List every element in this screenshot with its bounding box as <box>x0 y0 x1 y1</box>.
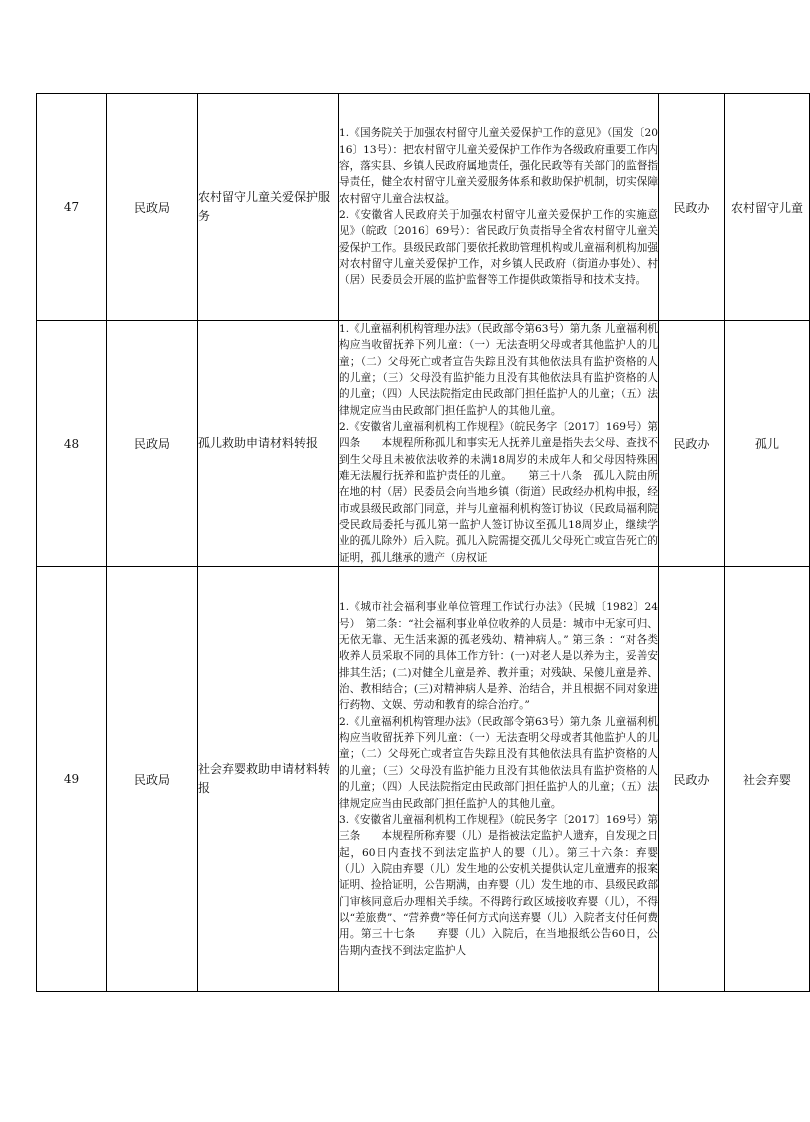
responsible-unit-cell: 民政办 <box>659 321 725 567</box>
table-row <box>37 321 810 567</box>
row-number: 48 <box>37 321 107 567</box>
row-number: 47 <box>37 94 107 321</box>
table-row <box>37 567 810 992</box>
legal-basis-cell <box>339 567 659 992</box>
service-name-cell: 孤儿救助申请材料转报 <box>198 321 339 567</box>
legal-basis-text: 1.《儿童福利机构管理办法》（民政部令第63号）第九条 儿童福利机构应当收留抚养下列儿童：（一）无法查明父母或者其他监护人的儿童；（二）父母死亡或者宣告失踪且没有其他依法具有监护资格的人的儿童；（三）父母没有监护能力且没有其他依法具有监护资格的人的儿童；（四）人民法院指定由民政部门担任监护人的儿童；（五）法律规定应当由民政部门担任监护人的其他儿童。 2.《安徽省儿童福利机构工作规程》（皖民务字〔2017〕169号）第四条 本规程所称孤儿和事实无人抚养儿童是指失去父母、查找不到生父母且未被依法收养的未满18周岁的未成年人和父母因特殊困难无法履行抚养和监护责任的儿童。 第三十八条 孤儿入院由所在地的村（居）民委员会向当地乡镇（街道）民政经办机构申报，经市或县级民政部门同意，并与儿童福利机构签订协议（民政局福利院受民政局委托与孤儿第一监护人签订协议至孤儿18周岁止，继续学业的孤儿除外）后入院。孤儿入院需提交孤儿父母死亡或宣告死亡的证明，孤儿继承的遗产（房权证 <box>339 323 658 564</box>
legal-basis-cell <box>339 321 659 567</box>
legal-basis-text: 1.《城市社会福利事业单位管理工作试行办法》（民城〔1982〕24号） 第二条：“社会福利事业单位收养的人员是：城市中无家可归、无依无靠、无生活来源的孤老残幼、精神病人。” 第三条 ：“对各类收养人员采取不同的具体工作方针：(一)对老人是以养为主，妥善安排其生活；(二)对健全儿童是养、教并重；对残缺、呆傻儿童是养、治、教相结合；(三)对精神病人是养、治结合，并且根据不同对象进行药物、文娱、劳动和教育的综合治疗。” 2.《儿童福利机构管理办法》（民政部令第63号）第九条 儿童福利机构应当收留抚养下列儿童：（一）无法查明父母或者其他监护人的儿童；（二）父母死亡或者宣告失踪且没有其他依法具有监护资格的人的儿童；（三）父母没有监护能力且没有其他依法具有监护资格的人的儿童；（四）人民法院指定由民政部门担任监护人的儿童；（五）法律规定应当由民政部门担任监护人的其他儿童。 3.《安徽省儿童福利机构工作规程》（皖民务字〔2017〕169号）第三条 本规程所称弃婴（儿）是指被法定监护人遗弃，自发现之日起，60日内查找不到法定监护人的婴（儿）。第三十六条：弃婴（儿）入院由弃婴（儿）发生地的公安机关提供认定儿童遭弃的报案证明、捡拾证明，公告期满，由弃婴（儿）发生地的市、县级民政部门审核同意后办理相关手续。不得跨行政区域接收弃婴（儿），不得以“差旅费”、“营养费”等任何方式向送弃婴（儿）入院者支付任何费用。第三十七条 弃婴（儿）入院后，在当地报纸公告60日，公告期内查找不到法定监护人 <box>339 601 658 957</box>
department-cell: 民政局 <box>107 94 198 321</box>
legal-basis-cell <box>339 94 659 321</box>
table-row <box>37 94 810 321</box>
department-cell: 民政局 <box>107 567 198 992</box>
service-object-cell: 孤儿 <box>725 321 810 567</box>
department-cell: 民政局 <box>107 321 198 567</box>
service-name-cell: 社会弃婴救助申请材料转报 <box>198 567 339 992</box>
service-name-cell: 农村留守儿童关爱保护服务 <box>198 94 339 321</box>
responsible-unit-cell: 民政办 <box>659 94 725 321</box>
responsible-unit-cell: 民政办 <box>659 567 725 992</box>
row-number: 49 <box>37 567 107 992</box>
public-service-table <box>36 93 810 992</box>
service-object-cell: 社会弃婴 <box>725 567 810 992</box>
service-object-cell: 农村留守儿童 <box>725 94 810 321</box>
legal-basis-text: 1.《国务院关于加强农村留守儿童关爱保护工作的意见》（国发〔2016〕13号）：把农村留守儿童关爱保护工作作为各级政府重要工作内容，落实县、乡镇人民政府属地责任，强化民政等有关部门的监督指导责任，健全农村留守儿童关爱服务体系和救助保护机制，切实保障农村留守儿童合法权益。 2.《安徽省人民政府关于加强农村留守儿童关爱保护工作的实施意见》（皖政〔2016〕69号）：省民政厅负责指导全省农村留守儿童关爱保护工作。县级民政部门要依托救助管理机构或儿童福利机构加强对农村留守儿童关爱保护工作，对乡镇人民政府（街道办事处）、村（居）民委员会开展的监护监督等工作提供政策指导和技术支持。 <box>339 127 658 287</box>
